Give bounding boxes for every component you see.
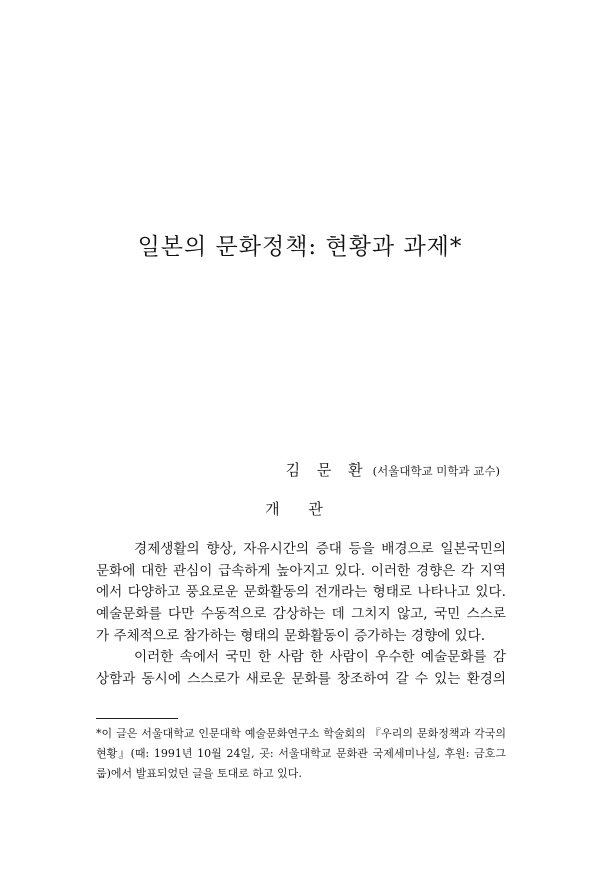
body-line: 예술문화를 다만 수동적으로 감상하는 데 그치지 않고, 국민 스스로 — [96, 606, 506, 623]
author-line — [286, 459, 500, 480]
body-line: 문화에 대한 관심이 급속하게 높아지고 있다. 이러한 경향은 각 지역 — [96, 562, 506, 579]
body-line: 이러한 속에서 국민 한 사람 한 사람이 우수한 예술문화를 감 — [134, 649, 506, 666]
footnote-divider — [96, 718, 178, 719]
footnote-line: *이 글은 서울대학교 인문대학 예술문화연구소 학술회의 『우리의 문화정책과 각국의 — [96, 727, 506, 740]
body-line: 경제생활의 향상, 자유시간의 증대 등을 배경으로 일본국민의 — [134, 541, 506, 557]
body-paragraphs — [96, 539, 506, 691]
footnote-line: 룹)에서 발표되었던 글을 토대로 하고 있다. — [96, 767, 302, 780]
author-name: 김 문 환 — [285, 461, 369, 479]
body-line: 상함과 동시에 스스로가 새로운 문화를 창조하여 갈 수 있는 환경의 — [96, 671, 506, 688]
footnote — [96, 724, 506, 784]
body-line: 에서 다양하고 풍요로운 문화활동의 전개라는 형태로 나타나고 있다. — [96, 584, 506, 601]
body-line: 가 주체적으로 참가하는 형태의 문화활동이 증가하는 경향에 있다. — [96, 627, 486, 644]
section-heading: 개 관 — [265, 500, 335, 518]
article-title: 일본의 문화정책: 현황과 과제* — [137, 234, 463, 260]
author-affiliation: (서울대학교 미학과 교수) — [372, 464, 500, 478]
footnote-line: 현황』(때: 1991년 10월 24일, 곳: 서울대학교 문화관 국제세미나실, 후원: 금호그 — [96, 747, 506, 760]
